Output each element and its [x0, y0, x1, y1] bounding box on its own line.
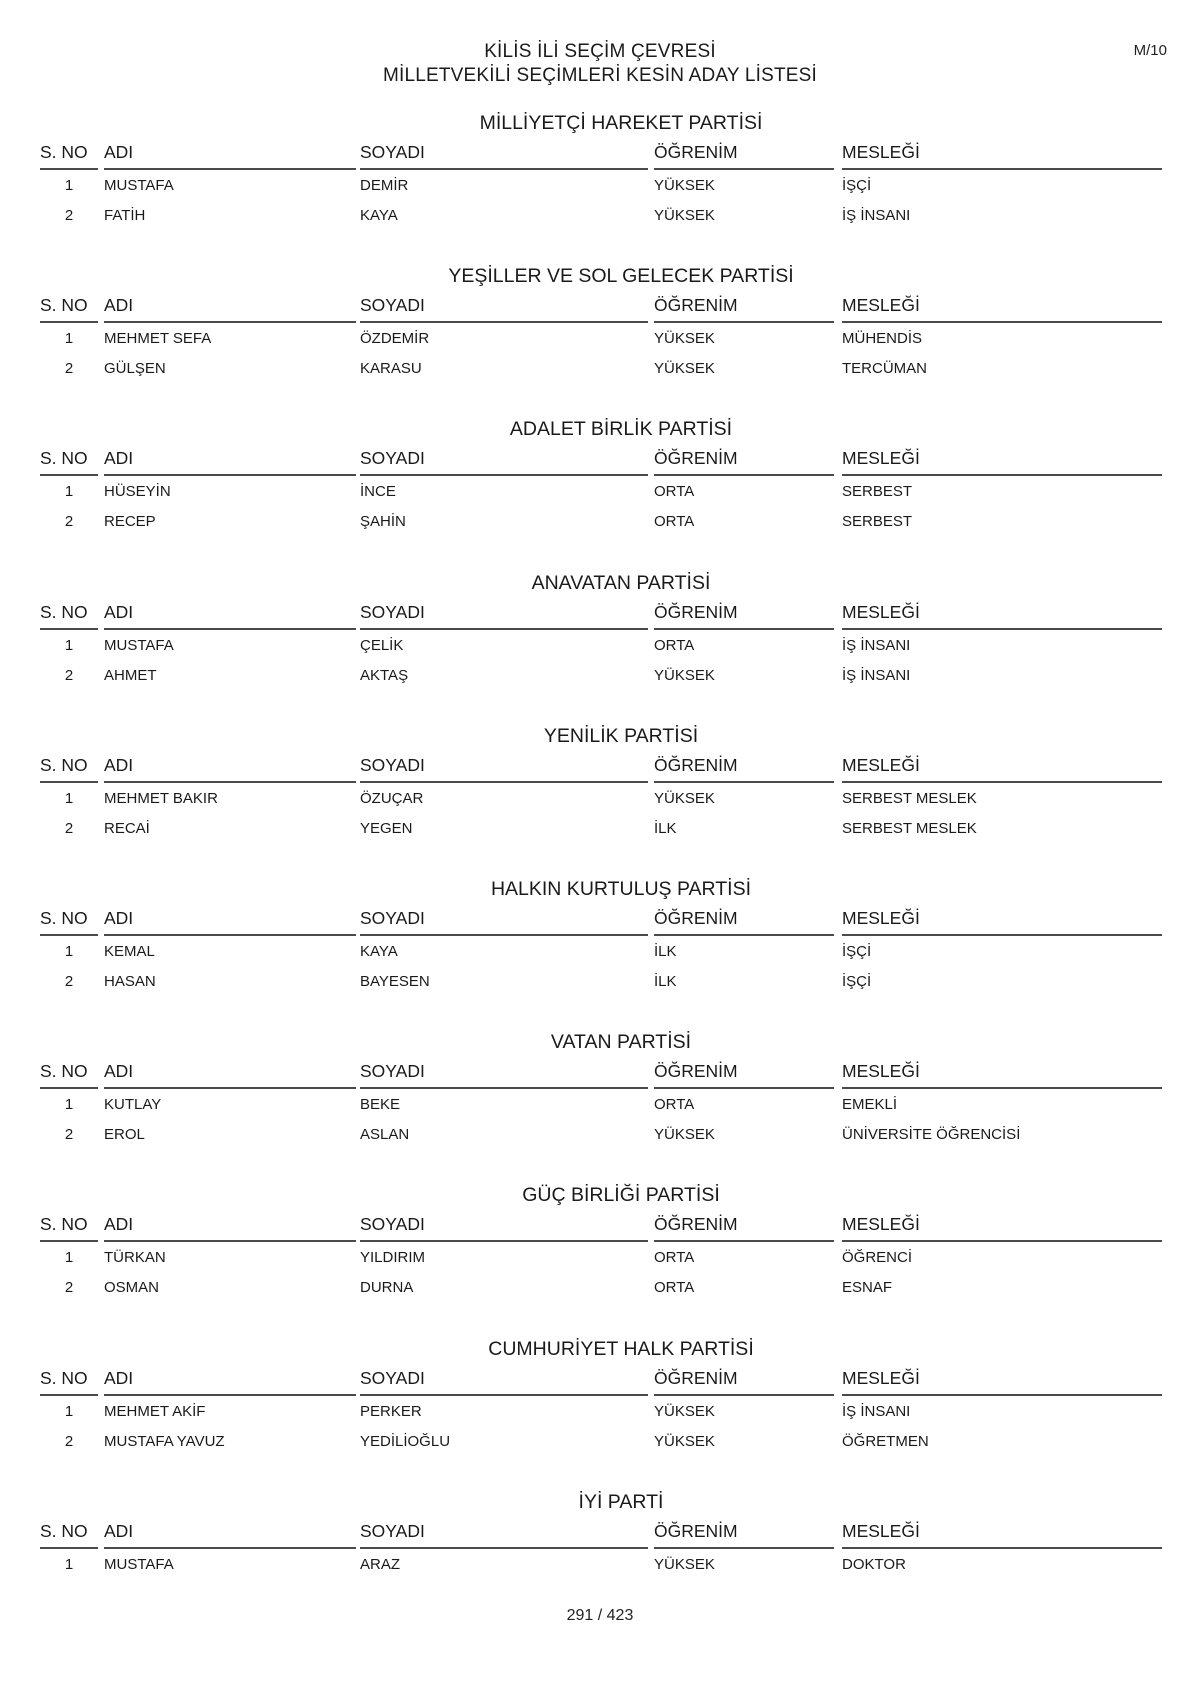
table-row [40, 506, 1162, 536]
page-code: M/10 [1133, 42, 1167, 59]
cell-soyadi: DURNA [360, 1278, 414, 1296]
cell-meslegi: ÖĞRETMEN [842, 1432, 929, 1450]
column-header-meslegi: MESLEĞİ [842, 1061, 1162, 1089]
table-header [40, 1210, 1162, 1242]
cell-meslegi: İŞÇİ [842, 176, 872, 194]
table-row [40, 323, 1162, 353]
column-header-ogrenim: ÖĞRENİM [654, 755, 834, 783]
cell-no: 2 [64, 666, 74, 684]
cell-adi: OSMAN [104, 1278, 160, 1296]
column-header-adi: ADI [104, 1214, 356, 1242]
cell-no: 2 [64, 1278, 74, 1296]
column-header-soyadi: SOYADI [360, 1061, 648, 1089]
party-section [40, 1027, 1162, 1177]
table-row [40, 660, 1162, 690]
cell-meslegi: ESNAF [842, 1278, 893, 1296]
cell-no: 1 [64, 329, 74, 347]
party-section [40, 108, 1162, 258]
column-header-ogrenim: ÖĞRENİM [654, 142, 834, 170]
cell-soyadi: ÇELİK [360, 636, 404, 654]
cell-no: 1 [64, 482, 74, 500]
cell-adi: AHMET [104, 666, 157, 684]
cell-no: 1 [64, 1248, 74, 1266]
table-row [40, 476, 1162, 506]
cell-ogrenim: YÜKSEK [654, 176, 715, 194]
party-name: YEŞİLLER VE SOL GELECEK PARTİSİ [448, 265, 794, 287]
cell-adi: MUSTAFA [104, 636, 174, 654]
column-header-ogrenim: ÖĞRENİM [654, 295, 834, 323]
column-header-soyadi: SOYADI [360, 142, 648, 170]
cell-ogrenim: YÜKSEK [654, 1432, 715, 1450]
table-row [40, 1272, 1162, 1302]
cell-ogrenim: ORTA [654, 1248, 695, 1266]
party-name: HALKIN KURTULUŞ PARTİSİ [490, 878, 752, 900]
table-header [40, 751, 1162, 783]
cell-adi: RECAİ [104, 819, 150, 837]
cell-ogrenim: YÜKSEK [654, 1125, 715, 1143]
party-section [40, 874, 1162, 1024]
table-row [40, 353, 1162, 383]
cell-meslegi: İŞ İNSANI [842, 666, 911, 684]
table-header [40, 444, 1162, 476]
cell-soyadi: KARASU [360, 359, 422, 377]
table-header [40, 904, 1162, 936]
table-header [40, 598, 1162, 630]
cell-meslegi: ÜNİVERSİTE ÖĞRENCİSİ [842, 1125, 1021, 1143]
party-section [40, 261, 1162, 411]
column-header-no: S. NO [40, 1368, 98, 1396]
cell-soyadi: KAYA [360, 206, 398, 224]
cell-no: 1 [64, 789, 74, 807]
table-row [40, 1549, 1162, 1579]
cell-soyadi: DEMİR [360, 176, 409, 194]
column-header-no: S. NO [40, 448, 98, 476]
column-header-no: S. NO [40, 602, 98, 630]
cell-no: 1 [64, 176, 74, 194]
column-header-meslegi: MESLEĞİ [842, 142, 1162, 170]
column-header-meslegi: MESLEĞİ [842, 755, 1162, 783]
cell-meslegi: SERBEST MESLEK [842, 819, 977, 837]
column-header-soyadi: SOYADI [360, 1368, 648, 1396]
column-header-meslegi: MESLEĞİ [842, 1368, 1162, 1396]
column-header-meslegi: MESLEĞİ [842, 602, 1162, 630]
document-header [0, 40, 1200, 88]
table-row [40, 1089, 1162, 1119]
cell-soyadi: ŞAHİN [360, 512, 406, 530]
cell-meslegi: İŞ İNSANI [842, 636, 911, 654]
table-row [40, 200, 1162, 230]
column-header-no: S. NO [40, 1061, 98, 1089]
party-name: MİLLİYETÇİ HAREKET PARTİSİ [479, 112, 763, 134]
column-header-meslegi: MESLEĞİ [842, 448, 1162, 476]
cell-no: 1 [64, 1402, 74, 1420]
column-header-no: S. NO [40, 908, 98, 936]
party-name: VATAN PARTİSİ [550, 1031, 692, 1053]
cell-meslegi: SERBEST MESLEK [842, 789, 977, 807]
column-header-soyadi: SOYADI [360, 908, 648, 936]
column-header-no: S. NO [40, 142, 98, 170]
cell-soyadi: BAYESEN [360, 972, 430, 990]
cell-adi: EROL [104, 1125, 145, 1143]
cell-ogrenim: YÜKSEK [654, 1555, 715, 1573]
column-header-adi: ADI [104, 295, 356, 323]
table-row [40, 630, 1162, 660]
column-header-ogrenim: ÖĞRENİM [654, 448, 834, 476]
cell-adi: RECEP [104, 512, 156, 530]
cell-no: 2 [64, 206, 74, 224]
cell-ogrenim: ORTA [654, 636, 695, 654]
cell-adi: MUSTAFA YAVUZ [104, 1432, 225, 1450]
cell-no: 2 [64, 1125, 74, 1143]
column-header-soyadi: SOYADI [360, 755, 648, 783]
cell-ogrenim: YÜKSEK [654, 666, 715, 684]
column-header-meslegi: MESLEĞİ [842, 908, 1162, 936]
cell-meslegi: ÖĞRENCİ [842, 1248, 913, 1266]
cell-ogrenim: YÜKSEK [654, 1402, 715, 1420]
cell-adi: MEHMET BAKIR [104, 789, 218, 807]
column-header-adi: ADI [104, 755, 356, 783]
party-section [40, 568, 1162, 718]
party-name: GÜÇ BİRLİĞİ PARTİSİ [522, 1184, 720, 1206]
column-header-ogrenim: ÖĞRENİM [654, 1061, 834, 1089]
cell-meslegi: MÜHENDİS [842, 329, 923, 347]
column-header-meslegi: MESLEĞİ [842, 1521, 1162, 1549]
party-section [40, 1334, 1162, 1484]
cell-adi: MUSTAFA [104, 1555, 174, 1573]
column-header-ogrenim: ÖĞRENİM [654, 1368, 834, 1396]
table-header [40, 1057, 1162, 1089]
cell-meslegi: TERCÜMAN [842, 359, 927, 377]
party-name: CUMHURİYET HALK PARTİSİ [488, 1338, 754, 1360]
cell-soyadi: ARAZ [360, 1555, 401, 1573]
cell-adi: MUSTAFA [104, 176, 174, 194]
table-row [40, 783, 1162, 813]
table-header [40, 291, 1162, 323]
column-header-soyadi: SOYADI [360, 295, 648, 323]
table-row [40, 1396, 1162, 1426]
cell-soyadi: ÖZDEMİR [360, 329, 430, 347]
table-row [40, 1242, 1162, 1272]
column-header-meslegi: MESLEĞİ [842, 295, 1162, 323]
cell-ogrenim: YÜKSEK [654, 789, 715, 807]
cell-ogrenim: YÜKSEK [654, 329, 715, 347]
party-name: YENİLİK PARTİSİ [543, 725, 699, 747]
cell-ogrenim: İLK [654, 972, 677, 990]
cell-meslegi: İŞ İNSANI [842, 206, 911, 224]
table-header [40, 1364, 1162, 1396]
cell-meslegi: DOKTOR [842, 1555, 906, 1573]
column-header-ogrenim: ÖĞRENİM [654, 1521, 834, 1549]
table-row [40, 170, 1162, 200]
cell-adi: TÜRKAN [104, 1248, 166, 1266]
cell-no: 2 [64, 1432, 74, 1450]
party-name: İYİ PARTİ [578, 1491, 664, 1513]
cell-ogrenim: YÜKSEK [654, 359, 715, 377]
cell-no: 1 [64, 942, 74, 960]
cell-adi: HÜSEYİN [104, 482, 171, 500]
cell-meslegi: İŞÇİ [842, 942, 872, 960]
column-header-soyadi: SOYADI [360, 602, 648, 630]
column-header-soyadi: SOYADI [360, 448, 648, 476]
column-header-ogrenim: ÖĞRENİM [654, 908, 834, 936]
column-header-adi: ADI [104, 1368, 356, 1396]
column-header-ogrenim: ÖĞRENİM [654, 602, 834, 630]
column-header-adi: ADI [104, 1061, 356, 1089]
cell-soyadi: KAYA [360, 942, 398, 960]
cell-meslegi: EMEKLİ [842, 1095, 898, 1113]
column-header-no: S. NO [40, 1214, 98, 1242]
cell-no: 2 [64, 359, 74, 377]
cell-ogrenim: ORTA [654, 512, 695, 530]
cell-soyadi: YILDIRIM [360, 1248, 426, 1266]
party-name: ANAVATAN PARTİSİ [531, 572, 711, 594]
cell-soyadi: PERKER [360, 1402, 422, 1420]
cell-soyadi: YEDİLİOĞLU [360, 1432, 451, 1450]
cell-adi: GÜLŞEN [104, 359, 166, 377]
cell-adi: MEHMET SEFA [104, 329, 212, 347]
cell-soyadi: ÖZUÇAR [360, 789, 424, 807]
cell-meslegi: SERBEST [842, 482, 913, 500]
cell-meslegi: SERBEST [842, 512, 913, 530]
cell-soyadi: ASLAN [360, 1125, 410, 1143]
cell-no: 2 [64, 512, 74, 530]
page-number: 291 / 423 [566, 1607, 634, 1624]
cell-ogrenim: ORTA [654, 1095, 695, 1113]
column-header-adi: ADI [104, 142, 356, 170]
column-header-soyadi: SOYADI [360, 1521, 648, 1549]
table-row [40, 966, 1162, 996]
cell-adi: KEMAL [104, 942, 155, 960]
column-header-no: S. NO [40, 755, 98, 783]
cell-ogrenim: İLK [654, 942, 677, 960]
cell-meslegi: İŞÇİ [842, 972, 872, 990]
cell-no: 2 [64, 972, 74, 990]
cell-soyadi: YEGEN [360, 819, 413, 837]
cell-soyadi: BEKE [360, 1095, 401, 1113]
column-header-adi: ADI [104, 448, 356, 476]
column-header-no: S. NO [40, 295, 98, 323]
cell-soyadi: İNCE [360, 482, 396, 500]
document-title-line2: MİLLETVEKİLİ SEÇİMLERİ KESİN ADAY LİSTESİ [382, 65, 818, 86]
table-row [40, 936, 1162, 966]
cell-adi: HASAN [104, 972, 156, 990]
cell-ogrenim: YÜKSEK [654, 206, 715, 224]
cell-ogrenim: İLK [654, 819, 677, 837]
column-header-adi: ADI [104, 1521, 356, 1549]
cell-soyadi: AKTAŞ [360, 666, 409, 684]
cell-no: 1 [64, 636, 74, 654]
party-section [40, 414, 1162, 564]
cell-no: 1 [64, 1555, 74, 1573]
table-row [40, 1426, 1162, 1456]
column-header-meslegi: MESLEĞİ [842, 1214, 1162, 1242]
column-header-adi: ADI [104, 602, 356, 630]
cell-meslegi: İŞ İNSANI [842, 1402, 911, 1420]
cell-adi: MEHMET AKİF [104, 1402, 206, 1420]
column-header-ogrenim: ÖĞRENİM [654, 1214, 834, 1242]
cell-adi: KUTLAY [104, 1095, 162, 1113]
cell-no: 1 [64, 1095, 74, 1113]
column-header-no: S. NO [40, 1521, 98, 1549]
party-section [40, 1180, 1162, 1330]
table-header [40, 1517, 1162, 1549]
table-row [40, 813, 1162, 843]
document-title-line1: KİLİS İLİ SEÇİM ÇEVRESİ [484, 41, 716, 62]
party-section [40, 721, 1162, 871]
cell-ogrenim: ORTA [654, 482, 695, 500]
cell-no: 2 [64, 819, 74, 837]
cell-ogrenim: ORTA [654, 1278, 695, 1296]
table-header [40, 138, 1162, 170]
column-header-soyadi: SOYADI [360, 1214, 648, 1242]
table-row [40, 1119, 1162, 1149]
column-header-adi: ADI [104, 908, 356, 936]
party-name: ADALET BİRLİK PARTİSİ [509, 418, 733, 440]
cell-adi: FATİH [104, 206, 146, 224]
